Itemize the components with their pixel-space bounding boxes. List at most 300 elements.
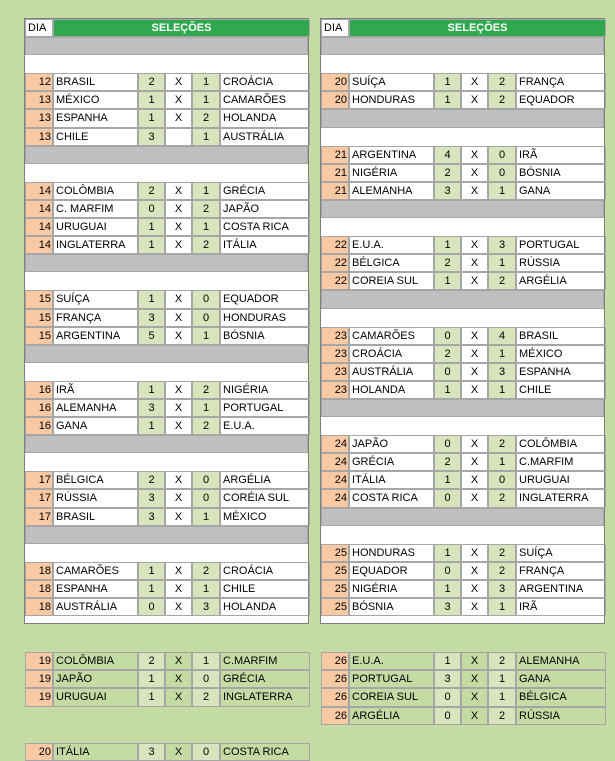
separator-row (321, 109, 604, 127)
match-row (321, 435, 604, 453)
blank-row (25, 634, 308, 652)
away-team: GANA (516, 182, 606, 200)
match-day: 12 (25, 73, 53, 91)
home-team: SUÍÇA (349, 73, 434, 91)
match-day: 15 (25, 309, 53, 327)
away-team: ESPANHA (516, 363, 606, 381)
separator-row (25, 146, 308, 164)
away-score: 0 (192, 471, 220, 489)
home-score: 0 (434, 489, 461, 507)
versus-mark: X (461, 707, 488, 725)
away-score: 2 (192, 417, 220, 435)
home-score: 1 (434, 272, 461, 290)
home-team: C. MARFIM (53, 200, 138, 218)
home-score: 1 (138, 417, 165, 435)
versus-mark: X (165, 290, 192, 308)
match-day: 17 (25, 471, 53, 489)
home-team: ARGÉLIA (349, 707, 434, 725)
versus-mark: X (165, 91, 192, 109)
home-score: 1 (434, 471, 461, 489)
separator-row (321, 37, 604, 55)
match-day: 22 (321, 236, 349, 254)
match-day: 19 (25, 652, 53, 670)
versus-mark: X (461, 182, 488, 200)
home-score: 1 (434, 652, 461, 670)
match-day: 14 (25, 218, 53, 236)
versus-mark: X (461, 435, 488, 453)
away-team: HONDURAS (220, 309, 310, 327)
match-row (321, 598, 604, 616)
home-team: PORTUGAL (349, 670, 434, 688)
match-day: 15 (25, 327, 53, 345)
match-day: 20 (321, 73, 349, 91)
match-row (25, 417, 308, 435)
match-day: 24 (321, 471, 349, 489)
match-row (25, 290, 308, 308)
home-score: 3 (434, 670, 461, 688)
away-team: FRANÇA (516, 562, 606, 580)
home-score: 3 (138, 399, 165, 417)
versus-mark: X (165, 652, 192, 670)
home-score: 1 (434, 73, 461, 91)
versus-mark: X (461, 272, 488, 290)
home-team: JAPÃO (53, 670, 138, 688)
left-table-grid (25, 19, 308, 761)
away-score: 1 (488, 254, 516, 272)
home-team: COLÔMBIA (53, 652, 138, 670)
versus-mark: X (165, 200, 192, 218)
away-score: 2 (192, 200, 220, 218)
match-day: 23 (321, 327, 349, 345)
home-score: 1 (138, 91, 165, 109)
away-score: 1 (192, 182, 220, 200)
away-team: CROÁCIA (220, 73, 310, 91)
away-score: 2 (488, 544, 516, 562)
home-team: RÚSSIA (53, 489, 138, 507)
home-team: BÉLGICA (53, 471, 138, 489)
home-score: 2 (138, 652, 165, 670)
match-row (25, 109, 308, 127)
versus-mark: X (165, 688, 192, 706)
home-team: NIGÉRIA (349, 580, 434, 598)
match-day: 21 (321, 146, 349, 164)
home-team: SUÍÇA (53, 290, 138, 308)
away-score: 0 (192, 743, 220, 761)
away-team: GRÉCIA (220, 182, 310, 200)
versus-mark: X (461, 688, 488, 706)
away-team: INGLATERRA (516, 489, 606, 507)
home-team: BÉLGICA (349, 254, 434, 272)
match-day: 26 (321, 652, 349, 670)
home-score: 1 (138, 218, 165, 236)
away-team: ALEMANHA (516, 652, 606, 670)
home-team: HOLANDA (349, 381, 434, 399)
versus-mark: X (461, 544, 488, 562)
match-day: 18 (25, 562, 53, 580)
versus-mark: X (165, 743, 192, 761)
versus-mark: X (165, 218, 192, 236)
away-team: GANA (516, 670, 606, 688)
away-score: 2 (192, 562, 220, 580)
versus-mark: X (461, 453, 488, 471)
away-score: 2 (192, 109, 220, 127)
away-score: 3 (488, 236, 516, 254)
away-score: 1 (192, 327, 220, 345)
versus-mark: X (165, 109, 192, 127)
home-score: 1 (434, 91, 461, 109)
away-score: 2 (488, 707, 516, 725)
versus-mark: X (165, 417, 192, 435)
versus-mark: X (461, 598, 488, 616)
versus-mark: X (165, 670, 192, 688)
match-day: 21 (321, 164, 349, 182)
match-day: 13 (25, 128, 53, 146)
blank-row (25, 363, 308, 381)
separator-row (321, 399, 604, 417)
separator-row (25, 345, 308, 363)
match-day: 15 (25, 290, 53, 308)
home-score: 1 (138, 236, 165, 254)
match-day: 26 (321, 707, 349, 725)
home-score: 3 (138, 128, 165, 146)
away-team: MÉXICO (516, 345, 606, 363)
table-header-row (321, 19, 604, 37)
away-score: 1 (192, 73, 220, 91)
home-team: BRASIL (53, 508, 138, 526)
home-team: ARGENTINA (349, 146, 434, 164)
match-day: 14 (25, 182, 53, 200)
home-team: COREIA SUL (349, 272, 434, 290)
home-team: BRASIL (53, 73, 138, 91)
home-score: 0 (138, 598, 165, 616)
home-score: 1 (138, 562, 165, 580)
away-team: JAPÃO (220, 200, 310, 218)
away-score: 4 (488, 327, 516, 345)
match-row (321, 453, 604, 471)
away-score: 1 (488, 598, 516, 616)
home-score: 2 (138, 182, 165, 200)
blank-row (321, 128, 604, 146)
day-column-header: DIA (25, 19, 53, 37)
versus-mark: X (165, 598, 192, 616)
match-row (25, 580, 308, 598)
blank-row (321, 309, 604, 327)
match-day: 19 (25, 670, 53, 688)
home-team: GANA (53, 417, 138, 435)
home-team: AUSTRÁLIA (349, 363, 434, 381)
away-team: HOLANDA (220, 598, 310, 616)
blank-row (25, 453, 308, 471)
match-row (321, 73, 604, 91)
match-row (25, 743, 308, 761)
away-score: 1 (192, 652, 220, 670)
match-day: 25 (321, 598, 349, 616)
match-day: 25 (321, 562, 349, 580)
away-score: 1 (488, 381, 516, 399)
home-score: 0 (434, 562, 461, 580)
home-score: 0 (434, 707, 461, 725)
match-day: 23 (321, 381, 349, 399)
home-score: 1 (138, 580, 165, 598)
away-team: C.MARFIM (220, 652, 310, 670)
home-team: JAPÃO (349, 435, 434, 453)
match-day: 23 (321, 363, 349, 381)
versus-mark: X (461, 471, 488, 489)
separator-row (25, 37, 308, 55)
home-score: 1 (138, 381, 165, 399)
home-team: IRÃ (53, 381, 138, 399)
away-score: 3 (488, 363, 516, 381)
versus-mark: X (461, 236, 488, 254)
away-score: 0 (192, 489, 220, 507)
home-team: INGLATERRA (53, 236, 138, 254)
blank-row (25, 616, 308, 634)
away-team: ITÁLIA (220, 236, 310, 254)
versus-mark: X (165, 471, 192, 489)
match-row (321, 327, 604, 345)
home-team: CHILE (53, 128, 138, 146)
away-score: 1 (488, 670, 516, 688)
home-team: E.U.A. (349, 652, 434, 670)
home-score: 2 (138, 73, 165, 91)
blank-row (25, 164, 308, 182)
match-day: 16 (25, 417, 53, 435)
match-day: 21 (321, 182, 349, 200)
home-score: 3 (434, 182, 461, 200)
blank-row (25, 707, 308, 725)
home-team: NIGÉRIA (349, 164, 434, 182)
home-score: 1 (138, 670, 165, 688)
match-row (321, 489, 604, 507)
left-results-table (24, 18, 309, 758)
versus-mark: X (461, 363, 488, 381)
home-team: ITÁLIA (53, 743, 138, 761)
match-row (25, 381, 308, 399)
home-team: CAMARÕES (349, 327, 434, 345)
away-team: E.U.A. (220, 417, 310, 435)
versus-mark: X (461, 580, 488, 598)
home-team: AUSTRÁLIA (53, 598, 138, 616)
match-day: 16 (25, 381, 53, 399)
separator-row (25, 254, 308, 272)
match-row (321, 182, 604, 200)
home-team: COLÔMBIA (53, 182, 138, 200)
home-team: CAMARÕES (53, 562, 138, 580)
match-row (25, 489, 308, 507)
match-row (25, 182, 308, 200)
away-team: URUGUAI (516, 471, 606, 489)
away-team: EQUADOR (516, 91, 606, 109)
match-row (321, 363, 604, 381)
away-team: MÉXICO (220, 508, 310, 526)
away-score: 1 (192, 508, 220, 526)
home-team: ESPANHA (53, 109, 138, 127)
versus-mark: X (461, 381, 488, 399)
match-row (25, 200, 308, 218)
away-score: 2 (488, 489, 516, 507)
match-day: 26 (321, 688, 349, 706)
match-day: 14 (25, 200, 53, 218)
home-score: 3 (138, 489, 165, 507)
match-row (25, 236, 308, 254)
home-score: 4 (434, 146, 461, 164)
away-team: CAMARÕES (220, 91, 310, 109)
home-team: CROÁCIA (349, 345, 434, 363)
versus-mark: X (461, 254, 488, 272)
away-team: IRÃ (516, 146, 606, 164)
home-team: EQUADOR (349, 562, 434, 580)
match-row (321, 91, 604, 109)
right-table-grid (321, 19, 604, 725)
match-day: 25 (321, 544, 349, 562)
match-row (321, 381, 604, 399)
home-score: 3 (138, 508, 165, 526)
match-day: 17 (25, 489, 53, 507)
versus-mark: X (165, 562, 192, 580)
match-row (25, 471, 308, 489)
versus-mark: X (165, 399, 192, 417)
home-team: HONDURAS (349, 544, 434, 562)
match-row (25, 670, 308, 688)
match-day: 18 (25, 598, 53, 616)
blank-row (321, 55, 604, 73)
match-row (321, 164, 604, 182)
home-score: 1 (434, 544, 461, 562)
match-row (25, 562, 308, 580)
blank-row (25, 55, 308, 73)
away-score: 0 (192, 309, 220, 327)
away-team: CROÁCIA (220, 562, 310, 580)
away-team: ARGÉLIA (516, 272, 606, 290)
home-score: 3 (434, 598, 461, 616)
match-row (25, 309, 308, 327)
away-score: 2 (192, 381, 220, 399)
versus-mark: X (461, 489, 488, 507)
away-team: ARGENTINA (516, 580, 606, 598)
away-score: 1 (488, 453, 516, 471)
table-header-row (25, 19, 308, 37)
home-score: 1 (138, 688, 165, 706)
match-row (25, 91, 308, 109)
versus-mark: X (461, 164, 488, 182)
away-score: 2 (488, 435, 516, 453)
match-row (321, 652, 604, 670)
away-team: CHILE (516, 381, 606, 399)
match-day: 17 (25, 508, 53, 526)
day-column-header: DIA (321, 19, 349, 37)
home-score: 2 (434, 164, 461, 182)
match-day: 19 (25, 688, 53, 706)
away-team: PORTUGAL (220, 399, 310, 417)
match-row (25, 688, 308, 706)
match-row (25, 508, 308, 526)
versus-mark: X (461, 670, 488, 688)
match-day: 20 (25, 743, 53, 761)
away-score: 2 (488, 91, 516, 109)
away-team: INGLATERRA (220, 688, 310, 706)
match-row (25, 598, 308, 616)
away-score: 1 (192, 91, 220, 109)
right-results-table (320, 18, 605, 722)
away-team: BRASIL (516, 327, 606, 345)
away-team: EQUADOR (220, 290, 310, 308)
home-score: 1 (138, 290, 165, 308)
away-score: 1 (488, 688, 516, 706)
away-team: C.MARFIM (516, 453, 606, 471)
match-row (321, 544, 604, 562)
match-day: 13 (25, 91, 53, 109)
match-row (25, 128, 308, 146)
teams-column-header: SELEÇÕES (349, 19, 606, 37)
away-team: COLÔMBIA (516, 435, 606, 453)
match-row (321, 670, 604, 688)
home-score: 2 (434, 254, 461, 272)
versus-mark: X (165, 73, 192, 91)
away-score: 0 (192, 290, 220, 308)
match-row (321, 272, 604, 290)
away-team: BÓSNIA (516, 164, 606, 182)
home-score: 0 (434, 327, 461, 345)
away-team: IRÃ (516, 598, 606, 616)
away-team: ARGÉLIA (220, 471, 310, 489)
home-team: FRANÇA (53, 309, 138, 327)
away-team: CORÉIA SUL (220, 489, 310, 507)
match-day: 18 (25, 580, 53, 598)
away-score: 2 (488, 272, 516, 290)
away-team: HOLANDA (220, 109, 310, 127)
match-row (321, 688, 604, 706)
home-score: 1 (434, 381, 461, 399)
match-row (25, 73, 308, 91)
away-score: 1 (192, 399, 220, 417)
home-score: 1 (434, 236, 461, 254)
away-score: 0 (488, 164, 516, 182)
home-score: 2 (434, 345, 461, 363)
away-team: BÓSNIA (220, 327, 310, 345)
away-score: 2 (488, 652, 516, 670)
away-score: 2 (192, 236, 220, 254)
match-day: 23 (321, 345, 349, 363)
versus-mark: X (461, 146, 488, 164)
away-score: 1 (488, 182, 516, 200)
match-day: 25 (321, 580, 349, 598)
match-row (321, 254, 604, 272)
home-score: 3 (138, 743, 165, 761)
home-team: GRÉCIA (349, 453, 434, 471)
home-score: 0 (434, 363, 461, 381)
home-team: ALEMANHA (349, 182, 434, 200)
home-team: COREIA SUL (349, 688, 434, 706)
away-team: COSTA RICA (220, 743, 310, 761)
home-team: URUGUAI (53, 688, 138, 706)
away-score: 1 (192, 218, 220, 236)
separator-row (321, 290, 604, 308)
away-score: 0 (488, 471, 516, 489)
home-score: 5 (138, 327, 165, 345)
blank-row (25, 725, 308, 743)
home-score: 1 (434, 580, 461, 598)
match-day: 22 (321, 272, 349, 290)
versus-mark: X (165, 309, 192, 327)
away-score: 3 (192, 598, 220, 616)
away-team: COSTA RICA (220, 218, 310, 236)
away-team: AUSTRÁLIA (220, 128, 310, 146)
versus-mark: X (461, 345, 488, 363)
match-row (321, 562, 604, 580)
home-score: 0 (434, 435, 461, 453)
versus-mark: X (461, 562, 488, 580)
home-team: MÉXICO (53, 91, 138, 109)
